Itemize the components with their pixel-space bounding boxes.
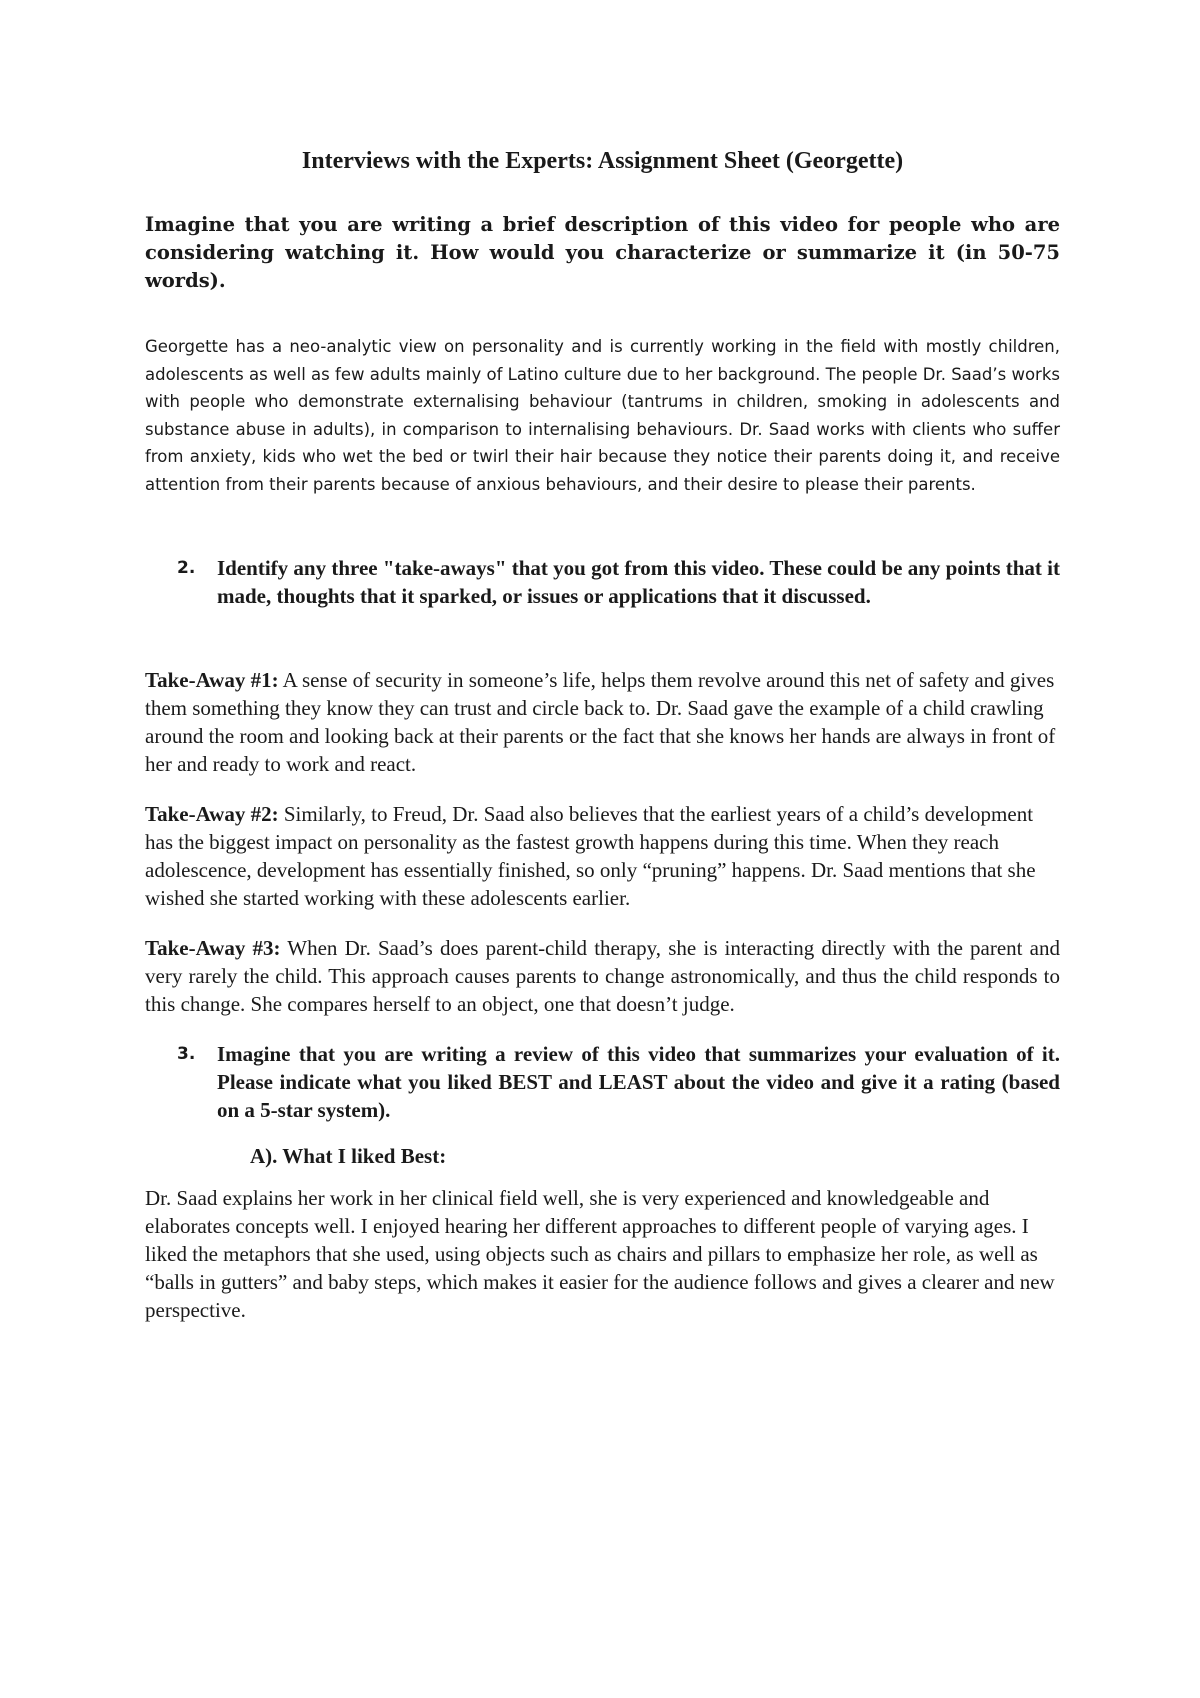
takeaway-3-label: Take-Away #3: [145,936,281,960]
takeaway-2 [145,800,1060,912]
question-3 [177,1040,1060,1124]
takeaway-1-label: Take-Away #1: [145,668,279,692]
takeaway-3-text: When Dr. Saad’s does parent-child therapy, she is interacting directly with the parent and very rarely the child. This approach causes parents to change astronomically, and thus the child responds to this change. She compares herself to an object, one that doesn’t judge. [145,936,1060,1016]
question-3-text: Imagine that you are writing a review of this video that summarizes your evaluation of it. Please indicate what you liked BEST and LEAST about the video and give it a rating (based on a 5-star system). [217,1042,1060,1122]
liked-best-text: Dr. Saad explains her work in her clinical field well, she is very experienced and knowledgeable and elaborates concepts well. I enjoyed hearing her different approaches to different people of varying ages. I liked the metaphors that she used, using objects such as chairs and pillars to emphasize her role, as well as “balls in gutters” and baby steps, which makes it easier for the audience follows and gives a clearer and new perspective. [145,1186,1055,1322]
question-2-number: 2. [177,558,196,578]
takeaway-1-text: A sense of security in someone’s life, helps them revolve around this net of safety and gives them something they know they can trust and circle back to. Dr. Saad gave the example of a child crawling around the room and looking back at their parents or the fact that she knows her hands are always in front of her and ready to work and react. [145,668,1056,776]
liked-best-heading: A). What I liked Best: [250,1144,447,1168]
takeaway-3 [145,934,1060,1018]
takeaway-2-label: Take-Away #2: [145,802,279,826]
question-2-text: Identify any three "take-aways" that you got from this video. These could be any points that it made, thoughts that it sparked, or issues or applications that it discussed. [217,556,1060,608]
takeaway-1 [145,666,1060,778]
answer-1: Georgette has a neo-analytic view on personality and is currently working in the field with mostly children, adolescents as well as few adults mainly of Latino culture due to her background. The people Dr. Saad’s works with people who demonstrate externalising behaviour (tantrums in children, smoking in adolescents and substance abuse in adults), in comparison to internalising behaviours. Dr. Saad works with clients who suffer from anxiety, kids who wet the bed or twirl their hair because they notice their parents doing it, and receive attention from their parents because of anxious behaviours, and their desire to please their parents. [145,337,1060,494]
question-1: Imagine that you are writing a brief description of this video for people who are considering watching it. How would you characterize or summarize it (in 50-75 words). [145,213,1060,292]
question-2 [177,554,1060,610]
question-3-number: 3. [177,1044,196,1064]
page-title: Interviews with the Experts: Assignment Sheet (Georgette) [301,148,904,174]
takeaway-2-text: Similarly, to Freud, Dr. Saad also believes that the earliest years of a child’s development has the biggest impact on personality as the fastest growth happens during this time. When they reach adolescence, development has essentially finished, so only “pruning” happens. Dr. Saad mentions that she wished she started working with these adolescents earlier. [145,802,1036,910]
